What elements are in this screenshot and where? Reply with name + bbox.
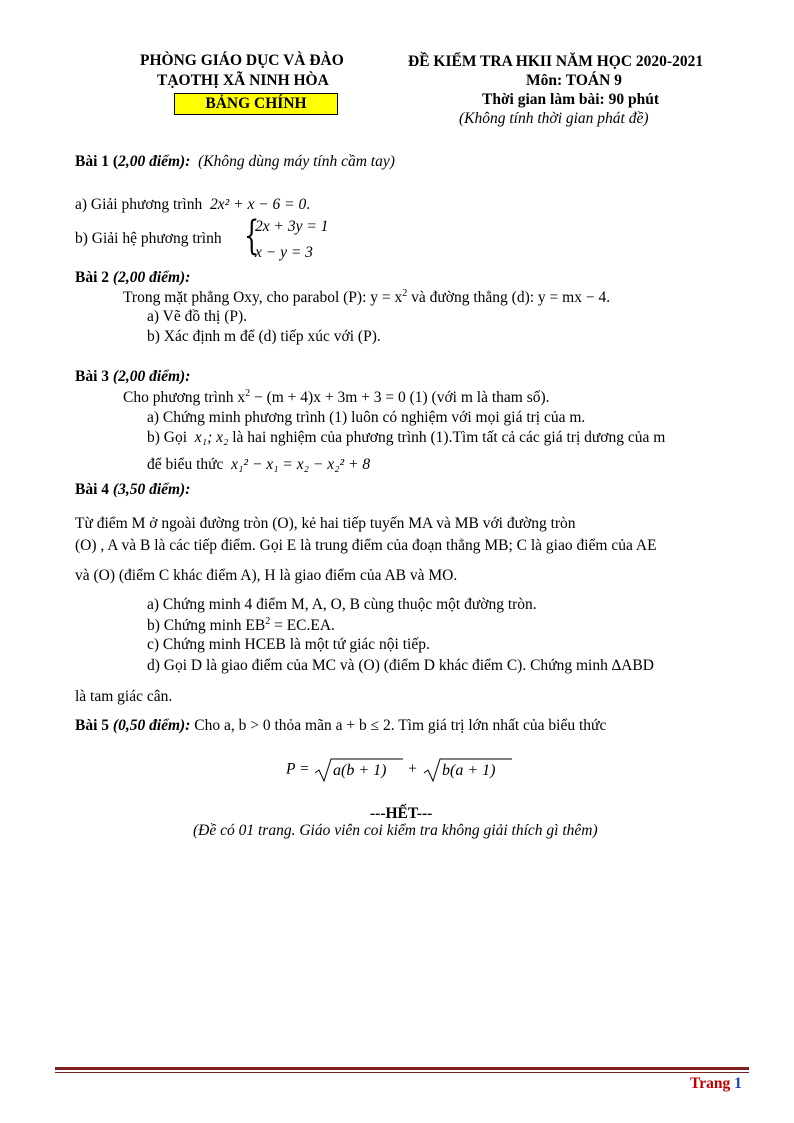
bai3-part-a: a) Chứng minh phương trình (1) luôn có nghiệm với mọi giá trị của m.	[147, 409, 586, 426]
exam-title: ĐỀ KIỂM TRA HKII NĂM HỌC 2020-2021	[408, 53, 704, 70]
subject: Môn: TOÁN 9	[526, 72, 622, 89]
bai1-heading: Bài 1 (2,00 điểm): (Không dùng máy tính cầm tay)	[75, 153, 395, 170]
bai4-heading: Bài 4 (3,50 điểm):	[75, 481, 191, 498]
bai3-part-b: b) Gọi x₁; x₂ là hai nghiệm của phương trình (1).Tìm tất cả các giá trị dương của m	[147, 429, 666, 446]
svg-text:a(b + 1): a(b + 1)	[333, 762, 387, 779]
footer-rule-thick	[55, 1067, 749, 1070]
page-footer: Trang 1	[690, 1075, 742, 1092]
end-marker: ---HẾT---	[370, 805, 433, 822]
footer-rule-thin	[55, 1072, 749, 1073]
bai3-intro: Cho phương trình $x^2 - (m + 4)x + 3m + 3 = 0$ (1) (với m là tham số).	[123, 388, 550, 407]
bai4-para2: (O) , A và B là các tiếp điểm. Gọi E là trung điểm của đoạn thẳng MB; C là giao điểm của AE	[75, 537, 657, 554]
bai1-equation: 2x² + x − 6 = 0	[209, 196, 307, 213]
system-brace: {	[244, 213, 260, 259]
sqrt-1	[313, 757, 403, 783]
bai1-part-b: b) Giải hệ phương trình	[75, 230, 222, 247]
duration: Thời gian làm bài: 90 phút	[482, 91, 659, 108]
official-badge: BẢNG CHÍNH	[174, 93, 338, 115]
page-number: 1	[734, 1075, 742, 1092]
bai5-heading: Bài 5 (0,50 điểm): Cho a, b > 0 thỏa mãn a + b ≤ 2. Tìm giá trị lớn nhất của biểu thức	[75, 717, 607, 734]
bai2-heading: Bài 2 (2,00 điểm):	[75, 269, 191, 286]
duration-note: (Không tính thời gian phát đề)	[459, 110, 649, 127]
system-eq2: x − y = 3	[255, 244, 313, 261]
bai3-heading: Bài 3 (2,00 điểm):	[75, 368, 191, 385]
bai4-part-d-cont: là tam giác cân.	[75, 688, 173, 705]
bai2-part-a: a) Vẽ đồ thị (P).	[147, 308, 248, 325]
system-eq1: 2x + 3y = 1	[255, 218, 329, 235]
bai4-part-a: a) Chứng minh 4 điểm M, A, O, B cùng thuộc một đường tròn.	[147, 596, 537, 613]
svg-text:b(a + 1): b(a + 1)	[441, 762, 496, 779]
school-name-line2: TẠOTHỊ XÃ NINH HÒA	[157, 72, 329, 89]
bai4-part-b: b) Chứng minh $EB^2 = EC.EA$.	[147, 616, 335, 635]
bai2-intro: Trong mặt phẳng Oxy, cho parabol (P): $y = x^2$ và đường thẳng (d): y = mx − 4.	[123, 288, 611, 307]
bai4-part-d: d) Gọi D là giao điểm của MC và (O) (điểm D khác điểm C). Chứng minh ∆ABD	[147, 657, 654, 674]
bai4-part-c: c) Chứng minh HCEB là một tứ giác nội tiếp.	[147, 636, 430, 653]
end-note: (Đề có 01 trang. Giáo viên coi kiểm tra không giải thích gì thêm)	[193, 822, 598, 839]
sqrt-2	[422, 757, 512, 783]
school-name-line1: PHÒNG GIÁO DỤC VÀ ĐÀO	[140, 52, 344, 69]
bai3-part-b-cont: để biểu thức x₁² − x₁ = x₂ − x₂² + 8	[147, 456, 371, 473]
bai1-part-a: a) Giải phương trình 2x² + x − 6 = 0.	[75, 196, 311, 213]
bai5-formula: P = a(b + 1) + b(a + 1)	[286, 757, 512, 785]
bai4-para3: và (O) (điểm C khác điểm A), H là giao điểm của AB và MO.	[75, 567, 458, 584]
bai2-part-b: b) Xác định m để (d) tiếp xúc với (P).	[147, 328, 381, 345]
bai4-para1: Từ điểm M ở ngoài đường tròn (O), kẻ hai tiếp tuyến MA và MB với đường tròn	[75, 515, 576, 532]
